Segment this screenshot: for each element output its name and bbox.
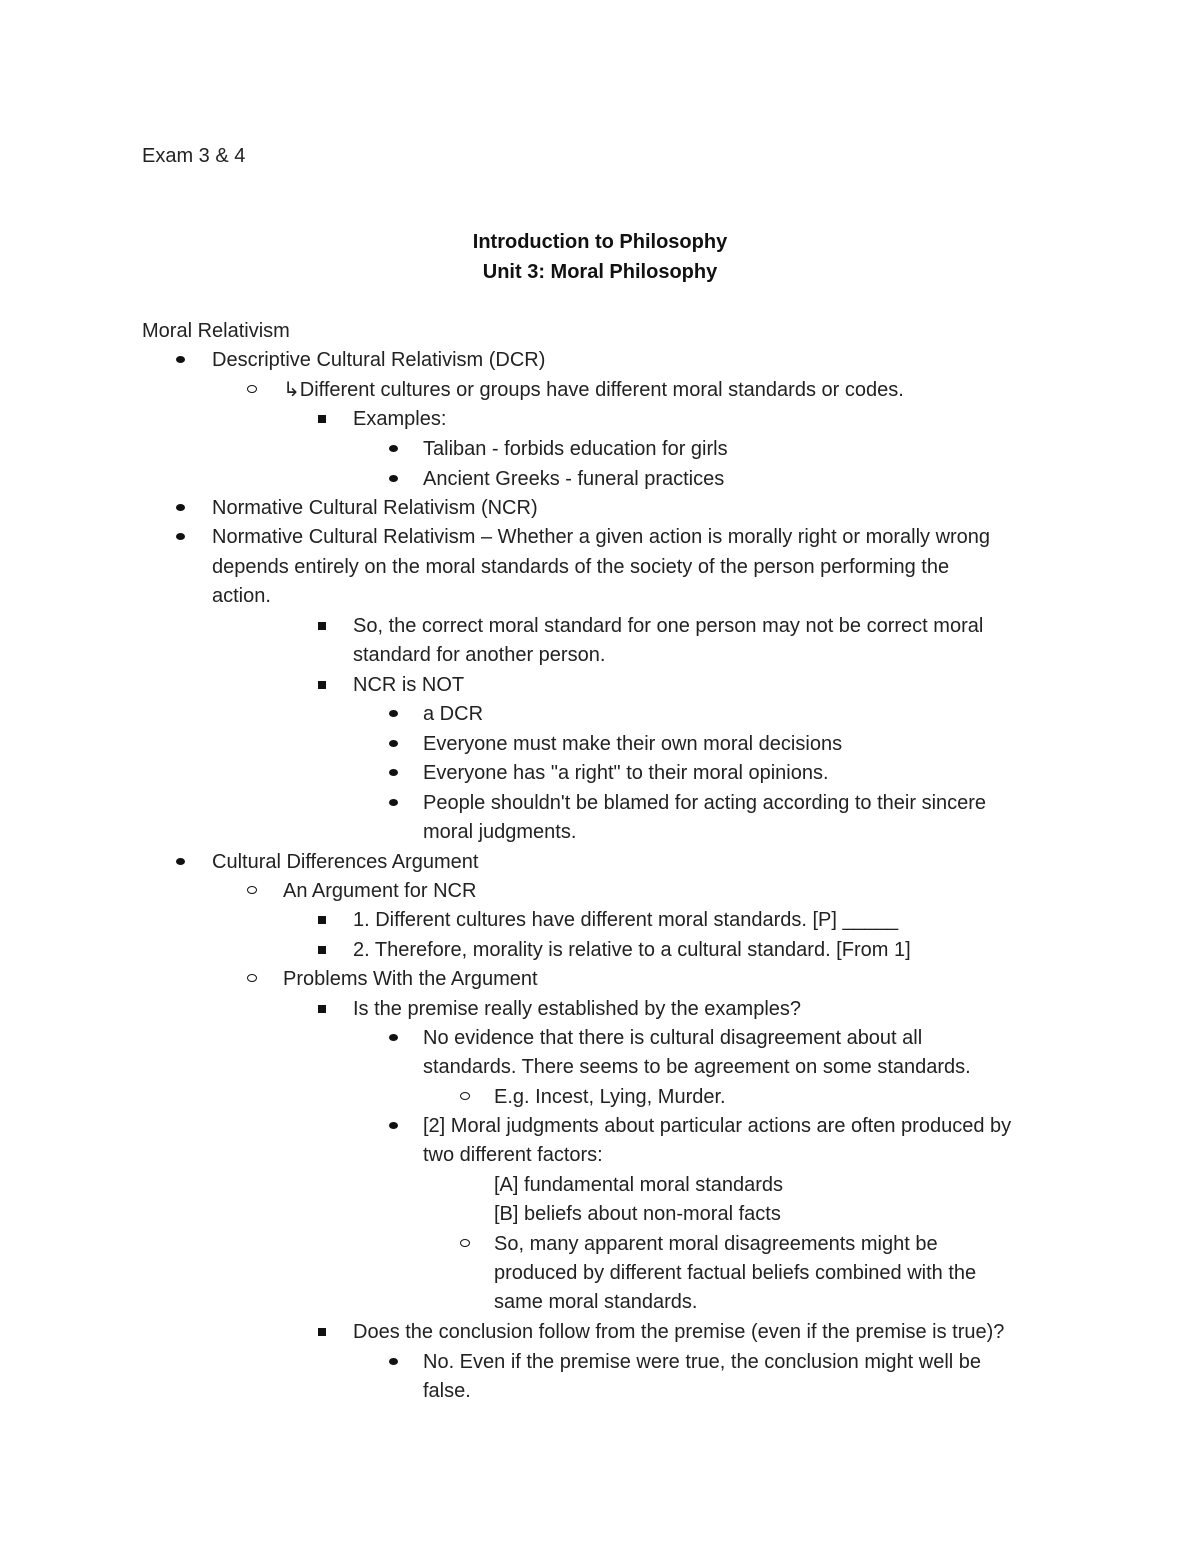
list-item: People shouldn't be blamed for acting according to their sincere <box>423 792 987 814</box>
bullet-square-icon <box>318 1005 326 1013</box>
bullet-square-icon <box>318 946 326 954</box>
bullet-square-icon <box>318 681 326 689</box>
bullet-dot-icon <box>389 445 398 452</box>
list-item: Problems With the Argument <box>283 968 538 990</box>
list-item-continuation: action. <box>212 585 271 607</box>
bullet-dot-icon <box>176 356 185 363</box>
list-item: No evidence that there is cultural disagreement about all <box>423 1027 923 1049</box>
list-item: Everyone has "a right" to their moral opinions. <box>423 762 829 784</box>
bullet-square-icon <box>318 1328 326 1336</box>
list-item: Normative Cultural Relativism – Whether a given action is morally right or morally wrong <box>212 526 991 548</box>
list-item: 2. Therefore, morality is relative to a cultural standard. [From 1] <box>353 939 911 961</box>
list-item-continuation: standards. There seems to be agreement on some standards. <box>423 1056 971 1078</box>
bullet-dot-icon <box>389 710 398 717</box>
bullet-dot-icon <box>176 533 185 540</box>
bullet-circle-icon <box>247 974 257 982</box>
bullet-circle-icon <box>247 886 257 894</box>
section-heading: Moral Relativism <box>142 320 290 342</box>
list-item: Cultural Differences Argument <box>212 851 479 873</box>
list-item: [B] beliefs about non-moral facts <box>494 1203 781 1225</box>
bullet-dot-icon <box>389 1358 398 1365</box>
list-item: Does the conclusion follow from the premise (even if the premise is true)? <box>353 1321 1005 1343</box>
document-title: Introduction to Philosophy <box>472 231 728 253</box>
bullet-dot-icon <box>389 1122 398 1129</box>
list-item-continuation: same moral standards. <box>494 1291 698 1313</box>
bullet-dot-icon <box>389 799 398 806</box>
list-item: So, many apparent moral disagreements might be <box>494 1233 938 1255</box>
list-item: Ancient Greeks - funeral practices <box>423 468 725 490</box>
list-item: Taliban - forbids education for girls <box>423 438 728 460</box>
list-item-continuation: moral judgments. <box>423 821 577 843</box>
list-item-continuation: false. <box>423 1380 471 1402</box>
bullet-square-icon <box>318 916 326 924</box>
list-item: Descriptive Cultural Relativism (DCR) <box>212 349 546 371</box>
list-item: Everyone must make their own moral decisions <box>423 733 843 755</box>
document-subtitle: Unit 3: Moral Philosophy <box>482 261 718 283</box>
list-item: Is the premise really established by the examples? <box>353 998 802 1020</box>
list-item: Examples: <box>353 408 447 430</box>
list-item: No. Even if the premise were true, the conclusion might well be <box>423 1351 982 1373</box>
list-item-continuation: depends entirely on the moral standards of the society of the person performing the <box>212 556 950 578</box>
bullet-dot-icon <box>389 1034 398 1041</box>
list-item: So, the correct moral standard for one person may not be correct moral <box>353 615 984 637</box>
bullet-dot-icon <box>176 858 185 865</box>
bullet-dot-icon <box>389 475 398 482</box>
list-item: 1. Different cultures have different moral standards. [P] _____ <box>353 909 899 931</box>
bullet-circle-icon <box>460 1092 470 1100</box>
bullet-dot-icon <box>389 740 398 747</box>
bullet-dot-icon <box>389 769 398 776</box>
list-item: [2] Moral judgments about particular actions are often produced by <box>423 1115 1012 1137</box>
list-item: [A] fundamental moral standards <box>494 1174 784 1196</box>
list-item: NCR is NOT <box>353 674 465 696</box>
list-item: An Argument for NCR <box>283 880 477 902</box>
list-item: ↳Different cultures or groups have different moral standards or codes. <box>283 379 904 401</box>
list-item-continuation: two different factors: <box>423 1144 603 1166</box>
list-item-continuation: produced by different factual beliefs combined with the <box>494 1262 977 1284</box>
exam-label: Exam 3 & 4 <box>142 145 246 167</box>
list-item-continuation: standard for another person. <box>353 644 606 666</box>
bullet-square-icon <box>318 622 326 630</box>
list-item: E.g. Incest, Lying, Murder. <box>494 1086 726 1108</box>
bullet-dot-icon <box>176 504 185 511</box>
bullet-square-icon <box>318 415 326 423</box>
bullet-circle-icon <box>460 1239 470 1247</box>
bullet-circle-icon <box>247 385 257 393</box>
list-item: Normative Cultural Relativism (NCR) <box>212 497 538 519</box>
list-item: a DCR <box>423 703 484 725</box>
